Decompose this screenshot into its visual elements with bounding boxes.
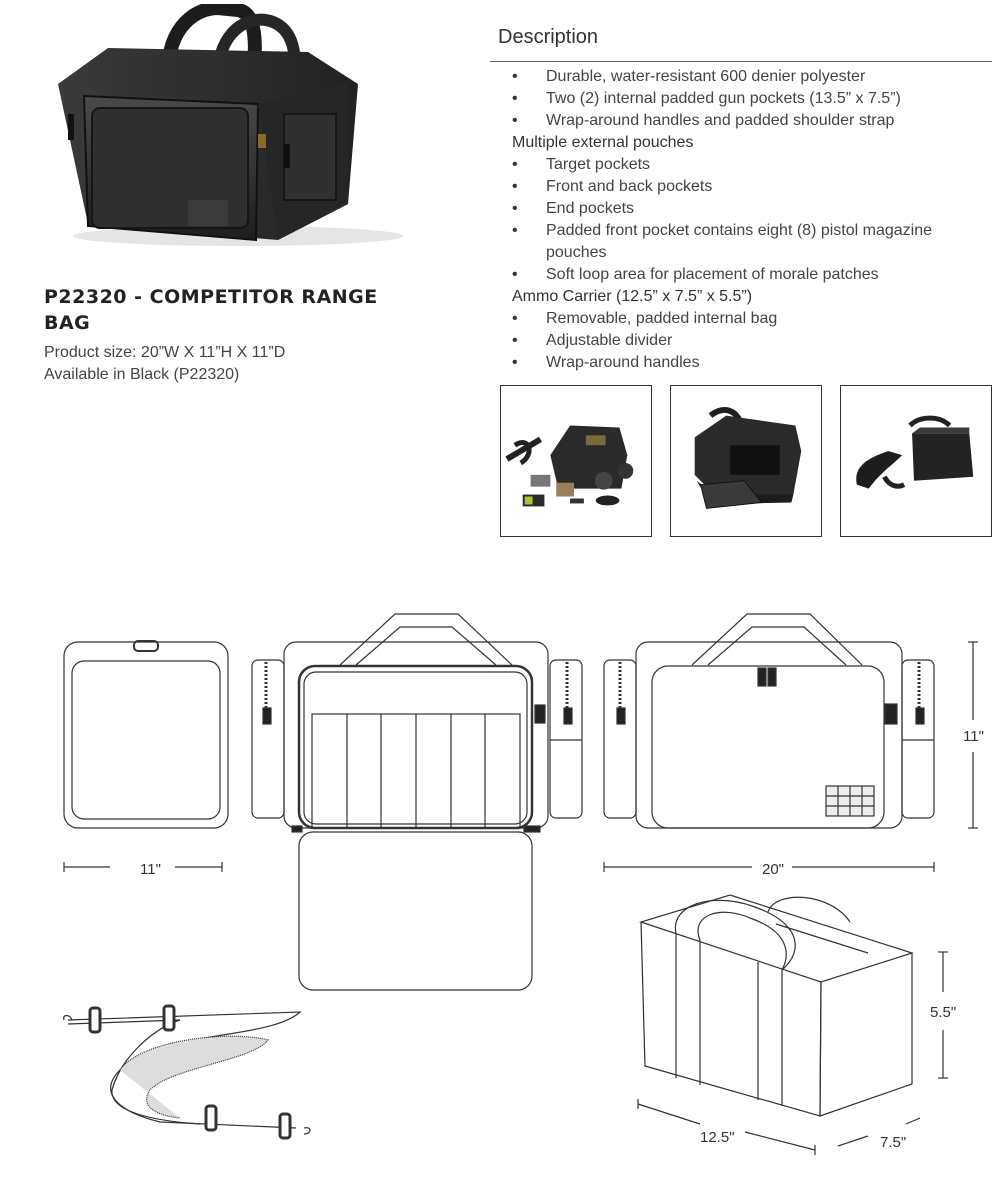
description-bullet: • Removable, padded internal bag — [512, 308, 982, 330]
product-title: P22320 - COMPETITOR RANGE BAG — [44, 286, 378, 334]
shoulder-strap-drawing — [64, 1006, 310, 1138]
description-divider — [490, 61, 992, 62]
description-bullet: • End pockets — [512, 198, 982, 220]
product-photo — [48, 4, 408, 248]
ammo-carrier-drawing — [638, 895, 948, 1155]
description-subheading: Ammo Carrier (12.5” x 7.5” x 5.5”) — [512, 288, 753, 305]
description-bullet: • Adjustable divider — [512, 330, 982, 352]
dim-carrier-depth: 7.5" — [880, 1134, 907, 1151]
description-heading: Description — [498, 26, 599, 48]
thumbnail-accessories — [500, 385, 652, 537]
description-bullet: • Two (2) internal padded gun pockets (13.5” x 7.5”) — [512, 88, 982, 110]
product-color: Available in Black (P22320) — [44, 366, 240, 383]
description-bullet: • Durable, water-resistant 600 denier polyester — [512, 66, 982, 88]
side-view-drawing — [64, 641, 228, 828]
description-list — [512, 66, 982, 374]
dim-height: 11" — [963, 728, 984, 745]
product-size: Product size: 20”W X 11”H X 11”D — [44, 344, 286, 361]
dim-side-width: 11" — [140, 861, 161, 878]
dim-carrier-length: 12.5" — [700, 1129, 735, 1146]
dim-carrier-height: 5.5" — [930, 1004, 957, 1021]
description-bullet: • Soft loop area for placement of morale patches — [512, 264, 982, 286]
thumbnail-open-bag — [670, 385, 822, 537]
description-bullet: • Front and back pockets — [512, 176, 982, 198]
description-bullet: • Target pockets — [512, 154, 982, 176]
description-bullet: • Padded front pocket contains eight (8) pistol magazine pouches — [512, 220, 982, 264]
description-subheading: Multiple external pouches — [512, 134, 694, 151]
description-bullet: • Wrap-around handles — [512, 352, 982, 374]
description-bullet: • Wrap-around handles and padded shoulder strap — [512, 110, 982, 132]
back-view-drawing — [604, 614, 934, 828]
technical-drawings — [0, 560, 1000, 1188]
dim-length: 20" — [762, 861, 785, 878]
front-view-drawing — [252, 614, 582, 990]
thumbnail-strap-carrier — [840, 385, 992, 537]
